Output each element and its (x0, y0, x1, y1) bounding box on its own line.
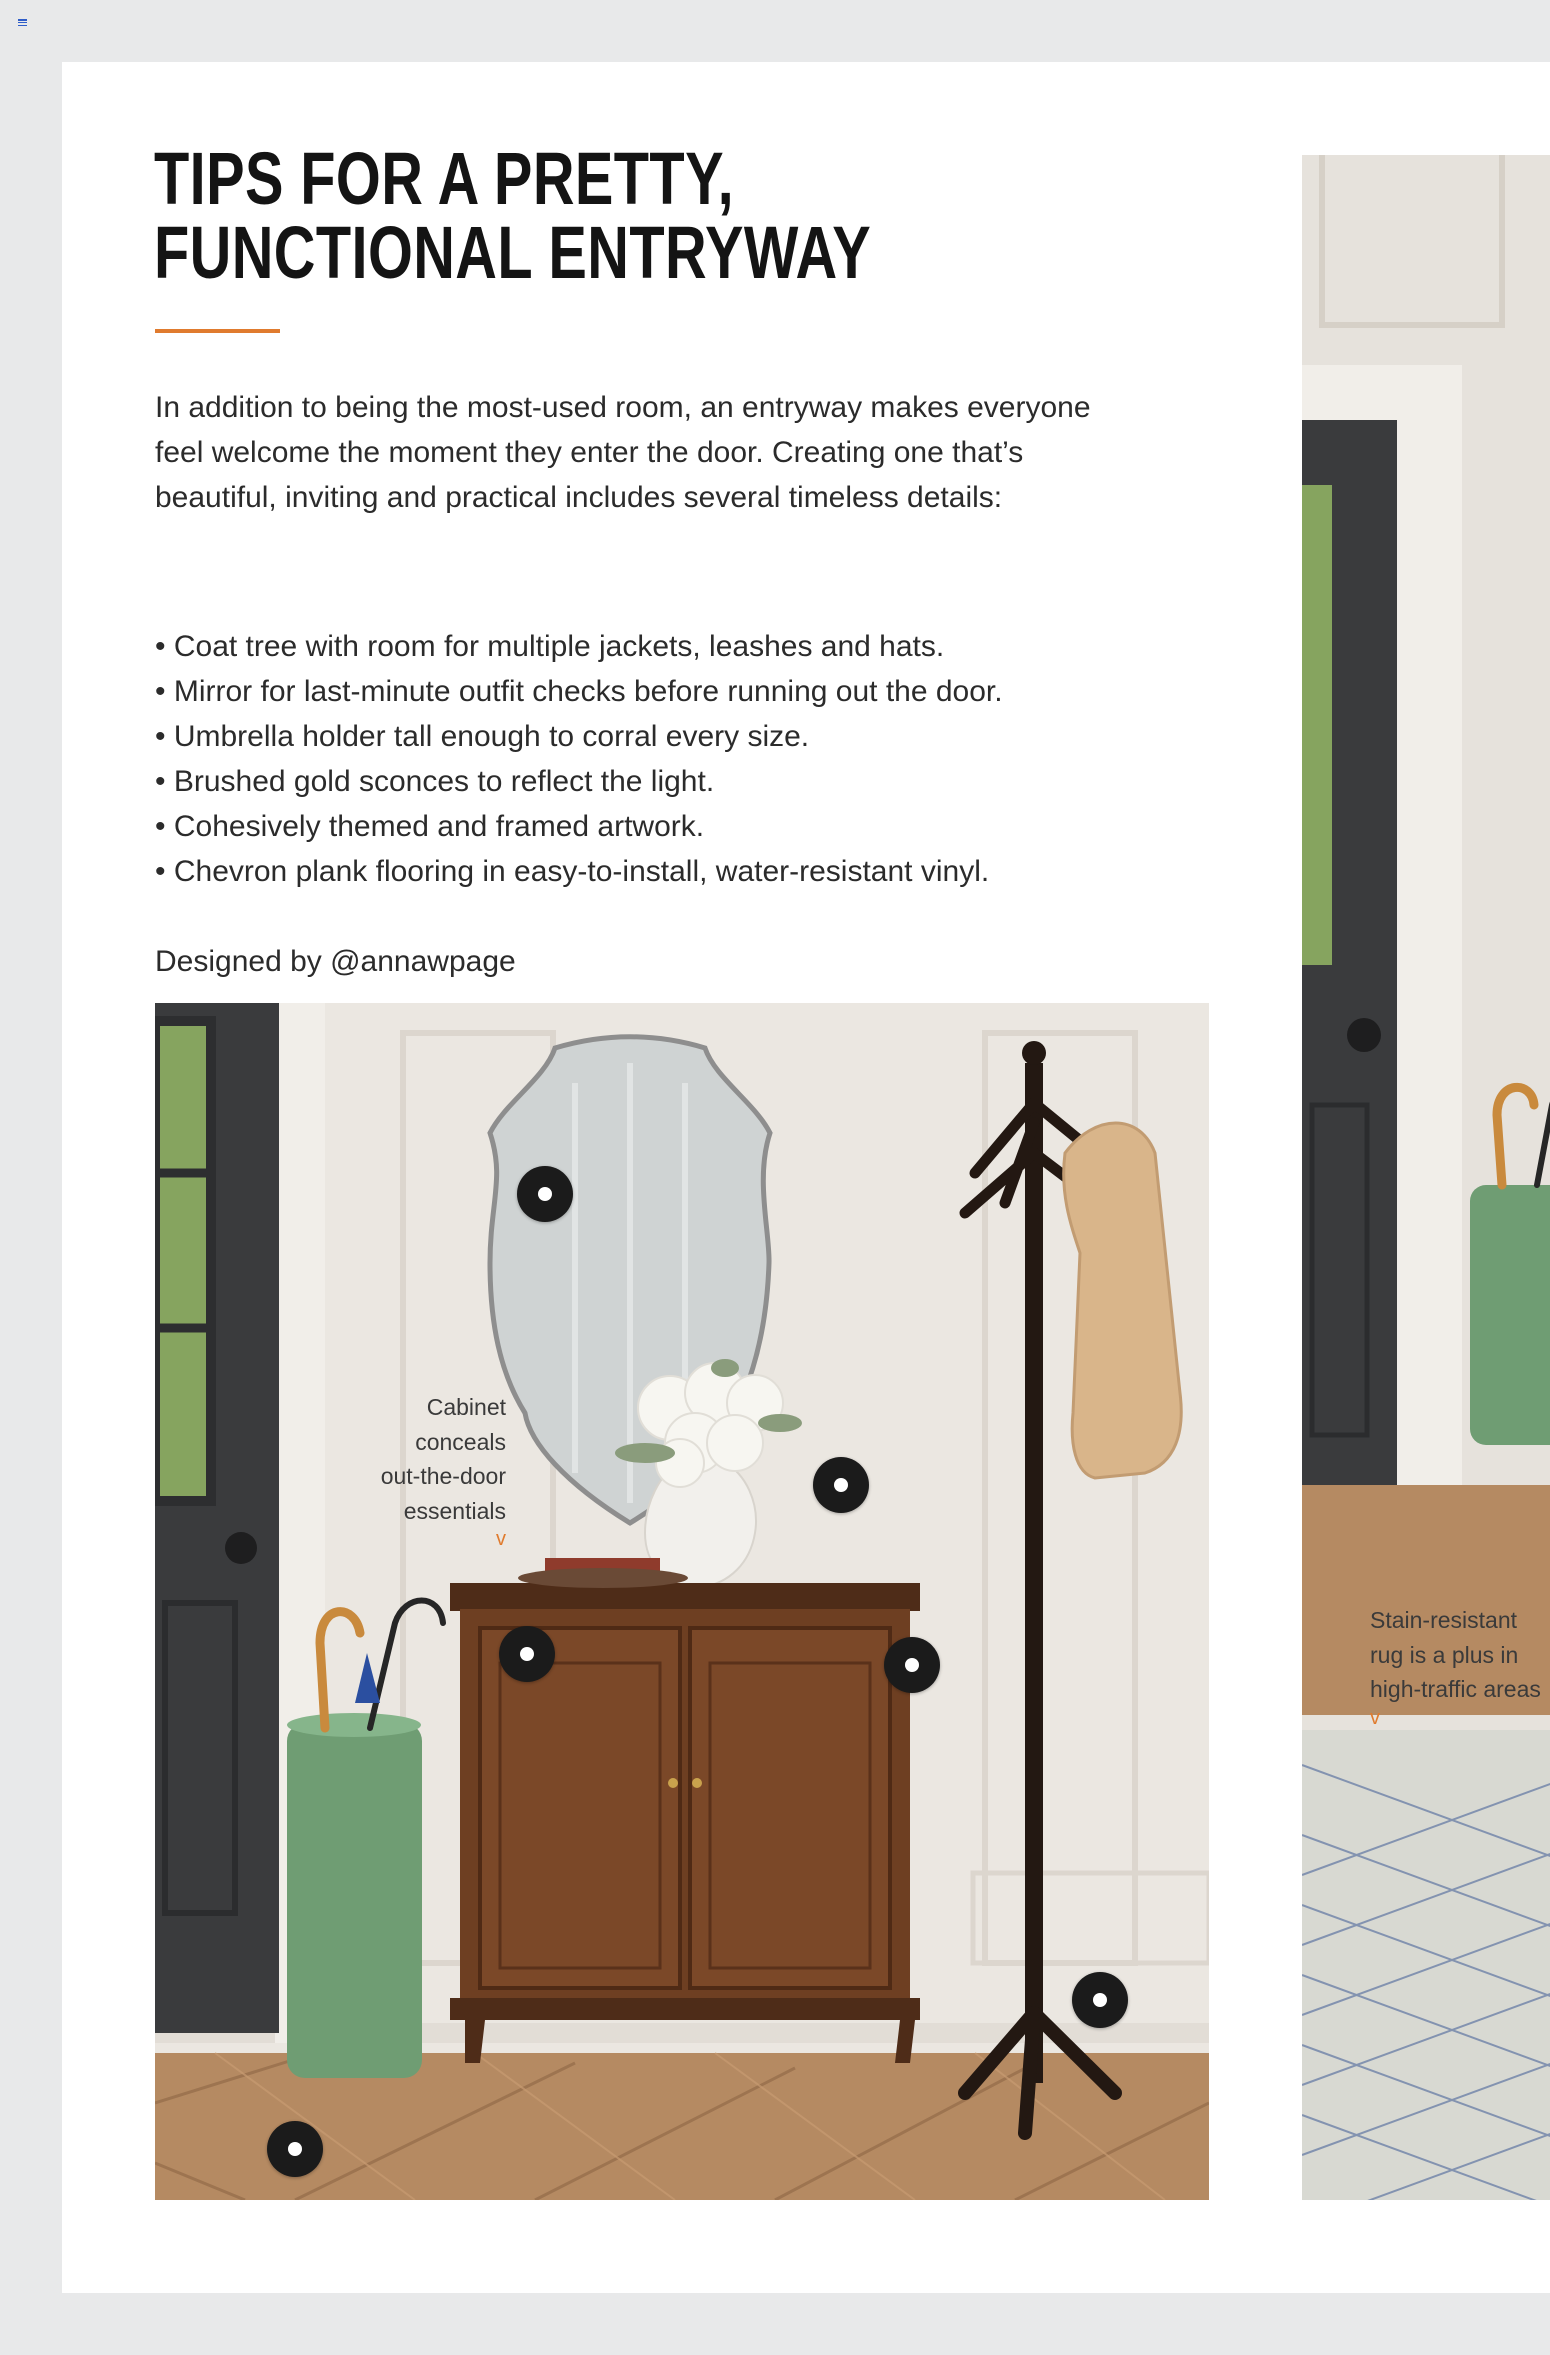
page-title (154, 137, 872, 294)
tip-item: • Chevron plank flooring in easy-to-install, water-resistant vinyl. (155, 849, 1003, 894)
callout-line: conceals (415, 1428, 506, 1455)
callout-line: Stain-resistant (1370, 1607, 1518, 1633)
umbrella-holder-hotspot[interactable] (267, 2121, 323, 2177)
intro-line-3: beautiful, inviting and practical includes several timeless details: (155, 481, 1003, 514)
catalog-page (62, 62, 1550, 2293)
tip-item: • Cohesively themed and framed artwork. (155, 804, 1003, 849)
accent-rule (155, 329, 280, 333)
vase-hotspot[interactable] (813, 1457, 869, 1513)
tips-list (155, 624, 1003, 894)
tip-item: • Mirror for last-minute outfit checks before running out the door. (155, 669, 1003, 714)
chevron-down-icon: v (496, 1528, 506, 1550)
callout-line: Cabinet (426, 1394, 506, 1420)
intro-paragraph (155, 385, 1185, 520)
callout-line: out-the-door (380, 1463, 506, 1489)
rug-callout (1370, 1603, 1541, 1729)
intro-line-2: feel welcome the moment they enter the door. Creating one that’s (155, 436, 1024, 469)
side-illustration (1302, 155, 1550, 2200)
callout-line: essentials (403, 1497, 506, 1524)
tray-hotspot[interactable] (499, 1626, 555, 1682)
entryway-illustration (155, 1003, 1209, 2200)
menu-icon[interactable] (18, 19, 27, 26)
cabinet-callout (381, 1390, 506, 1550)
callout-line: rug is a plus in (1370, 1641, 1519, 1668)
designer-credit: Designed by @annawpage (155, 945, 516, 978)
cabinet-hotspot[interactable] (884, 1637, 940, 1693)
intro-line-1: In addition to being the most-used room, an entryway makes everyone (155, 391, 1091, 424)
title-line-2: FUNCTIONAL ENTRYWAY (154, 211, 872, 294)
tip-item: • Umbrella holder tall enough to corral every size. (155, 714, 1003, 759)
tip-item: • Brushed gold sconces to reflect the light. (155, 759, 1003, 804)
title-line-1: TIPS FOR A PRETTY, (154, 137, 735, 220)
chevron-down-icon: v (1370, 1706, 1380, 1729)
coat-tree-hotspot[interactable] (1072, 1972, 1128, 2028)
side-photo (1302, 155, 1550, 2200)
mirror-hotspot[interactable] (517, 1166, 573, 1222)
tip-item: • Coat tree with room for multiple jackets, leashes and hats. (155, 624, 1003, 669)
entryway-photo (155, 1003, 1209, 2200)
callout-line: high-traffic areas (1370, 1676, 1541, 1702)
